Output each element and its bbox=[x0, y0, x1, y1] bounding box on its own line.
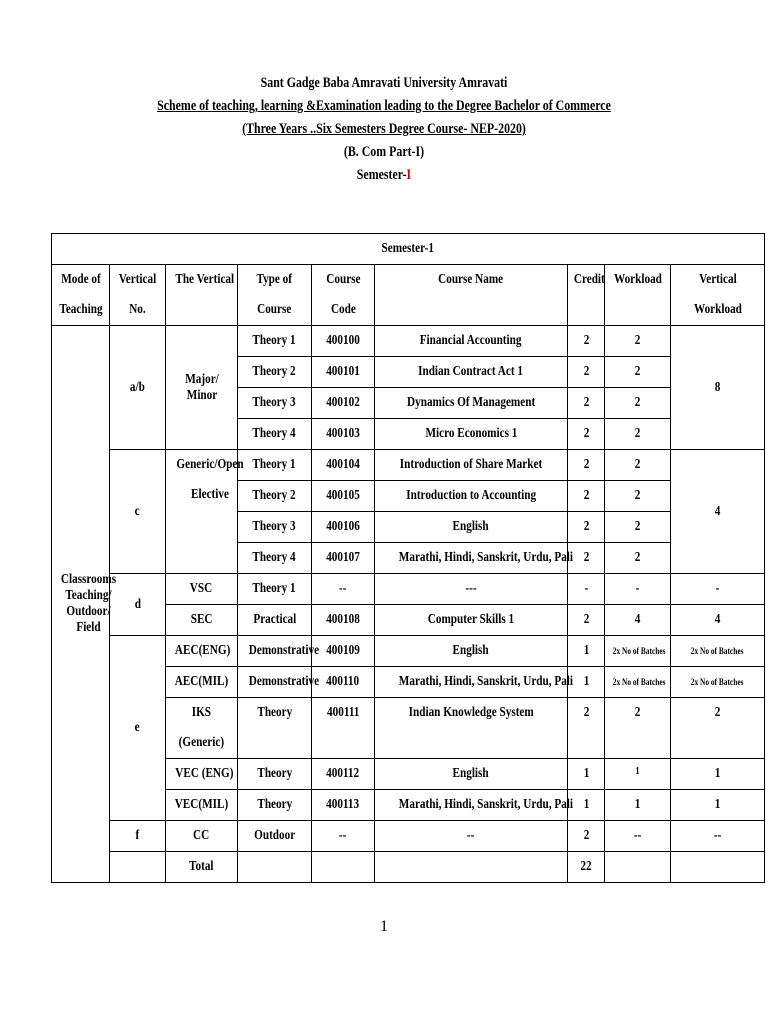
col-header-vertical-no: Vertical No. bbox=[110, 265, 166, 326]
name-cell: Indian Contract Act 1 bbox=[375, 357, 568, 388]
name-cell: Dynamics Of Management bbox=[375, 388, 568, 419]
code-cell: -- bbox=[312, 574, 375, 605]
name-cell: Marathi, Hindi, Sanskrit, Urdu, Pali bbox=[375, 543, 568, 574]
vertical-cell: VSC bbox=[166, 574, 238, 605]
code-cell: -- bbox=[312, 821, 375, 852]
workload-cell: 2 bbox=[605, 388, 671, 419]
workload-cell: 1 bbox=[605, 790, 671, 821]
page-number: 1 bbox=[380, 918, 388, 935]
table-row bbox=[52, 450, 765, 481]
workload-cell: -- bbox=[605, 821, 671, 852]
col-header-credit: Credit bbox=[568, 265, 605, 326]
vertical-workload-cell: -- bbox=[671, 821, 765, 852]
workload-cell: 2 bbox=[605, 326, 671, 357]
total-credit: 22 bbox=[568, 852, 605, 883]
code-cell: 400102 bbox=[312, 388, 375, 419]
type-cell: Theory 2 bbox=[238, 481, 312, 512]
name-cell: Introduction of Share Market bbox=[375, 450, 568, 481]
type-cell: Theory 1 bbox=[238, 326, 312, 357]
name-cell: Marathi, Hindi, Sanskrit, Urdu, Pali bbox=[375, 667, 568, 698]
name-cell: Financial Accounting bbox=[375, 326, 568, 357]
type-cell: Theory bbox=[238, 759, 312, 790]
credit-cell: 2 bbox=[568, 543, 605, 574]
type-cell: Demonstrative bbox=[238, 636, 312, 667]
workload-cell: 2x No of Batches bbox=[605, 667, 671, 698]
code-cell: 400112 bbox=[312, 759, 375, 790]
scheme-table bbox=[51, 233, 765, 883]
code-cell: 400111 bbox=[312, 698, 375, 759]
total-label: Total bbox=[166, 852, 238, 883]
credit-cell: - bbox=[568, 574, 605, 605]
col-header-name: Course Name bbox=[375, 265, 568, 326]
vertical-no-cell: a/b bbox=[110, 326, 166, 450]
name-cell: English bbox=[375, 636, 568, 667]
name-cell: Computer Skills 1 bbox=[375, 605, 568, 636]
code-cell: 400100 bbox=[312, 326, 375, 357]
workload-cell: 2 bbox=[605, 481, 671, 512]
table-row bbox=[52, 821, 765, 852]
credit-cell: 2 bbox=[568, 419, 605, 450]
vertical-workload-cell: 4 bbox=[671, 450, 765, 574]
vertical-no-cell: d bbox=[110, 574, 166, 636]
col-header-type: Type of Course bbox=[238, 265, 312, 326]
document-header bbox=[69, 72, 699, 187]
workload-cell: 2 bbox=[605, 357, 671, 388]
type-cell: Theory 1 bbox=[238, 450, 312, 481]
vertical-cell: VEC(MIL) bbox=[166, 790, 238, 821]
empty-cell bbox=[605, 852, 671, 883]
type-cell: Theory 3 bbox=[238, 388, 312, 419]
name-cell: Marathi, Hindi, Sanskrit, Urdu, Pali bbox=[375, 790, 568, 821]
scheme-title: Scheme of teaching, learning &Examination leading to the Degree Bachelor of Commerce bbox=[157, 98, 611, 114]
col-header-workload: Workload bbox=[605, 265, 671, 326]
vertical-workload-cell: 2x No of Batches bbox=[671, 667, 765, 698]
empty-cell bbox=[238, 852, 312, 883]
type-cell: Theory 1 bbox=[238, 574, 312, 605]
credit-cell: 1 bbox=[568, 636, 605, 667]
credit-cell: 2 bbox=[568, 605, 605, 636]
col-header-mode: Mode of Teaching bbox=[52, 265, 110, 326]
col-header-vertical: The Vertical bbox=[166, 265, 238, 326]
vertical-workload-cell: 2x No of Batches bbox=[671, 636, 765, 667]
workload-cell: 2 bbox=[605, 512, 671, 543]
vertical-cell: VEC (ENG) bbox=[166, 759, 238, 790]
workload-cell: 2 bbox=[605, 419, 671, 450]
code-cell: 400101 bbox=[312, 357, 375, 388]
type-cell: Theory 4 bbox=[238, 419, 312, 450]
vertical-cell: AEC(ENG) bbox=[166, 636, 238, 667]
vertical-no-cell: e bbox=[110, 636, 166, 821]
vertical-cell: Generic/Open Elective bbox=[166, 450, 238, 574]
code-cell: 400109 bbox=[312, 636, 375, 667]
workload-cell: 4 bbox=[605, 605, 671, 636]
course-description: (Three Years ..Six Semesters Degree Course- NEP-2020) bbox=[242, 121, 526, 137]
empty-cell bbox=[110, 852, 166, 883]
table-row bbox=[52, 636, 765, 667]
type-cell: Practical bbox=[238, 605, 312, 636]
table-row bbox=[52, 326, 765, 357]
workload-cell: - bbox=[605, 574, 671, 605]
empty-cell bbox=[312, 852, 375, 883]
credit-cell: 1 bbox=[568, 790, 605, 821]
type-cell: Outdoor bbox=[238, 821, 312, 852]
course-part: (B. Com Part-I) bbox=[343, 144, 425, 160]
table-title: Semester-1 bbox=[52, 234, 765, 265]
credit-cell: 2 bbox=[568, 357, 605, 388]
name-cell: Indian Knowledge System bbox=[375, 698, 568, 759]
code-cell: 400107 bbox=[312, 543, 375, 574]
workload-cell: 2 bbox=[605, 698, 671, 759]
code-cell: 400104 bbox=[312, 450, 375, 481]
code-cell: 400105 bbox=[312, 481, 375, 512]
table-header-row bbox=[52, 265, 765, 326]
credit-cell: 2 bbox=[568, 481, 605, 512]
code-cell: 400108 bbox=[312, 605, 375, 636]
vertical-cell: CC bbox=[166, 821, 238, 852]
workload-cell: 2x No of Batches bbox=[605, 636, 671, 667]
vertical-cell: IKS (Generic) bbox=[166, 698, 238, 759]
mode-cell: Classrooms Teaching/ Outdoor/ Field bbox=[52, 326, 110, 883]
vertical-workload-cell: 1 bbox=[671, 790, 765, 821]
vertical-workload-cell: 2 bbox=[671, 698, 765, 759]
type-cell: Theory 4 bbox=[238, 543, 312, 574]
workload-cell: 2 bbox=[605, 450, 671, 481]
credit-cell: 1 bbox=[568, 759, 605, 790]
empty-cell bbox=[671, 852, 765, 883]
type-cell: Theory 3 bbox=[238, 512, 312, 543]
vertical-workload-cell: 8 bbox=[671, 326, 765, 450]
workload-cell: 1 bbox=[605, 759, 671, 790]
col-header-code: Course Code bbox=[312, 265, 375, 326]
credit-cell: 2 bbox=[568, 512, 605, 543]
vertical-workload-cell: - bbox=[671, 574, 765, 605]
vertical-workload-cell: 4 bbox=[671, 605, 765, 636]
total-row bbox=[52, 852, 765, 883]
col-header-vertical-workload: Vertical Workload bbox=[671, 265, 765, 326]
name-cell: English bbox=[375, 512, 568, 543]
code-cell: 400113 bbox=[312, 790, 375, 821]
code-cell: 400106 bbox=[312, 512, 375, 543]
type-cell: Theory 2 bbox=[238, 357, 312, 388]
type-cell: Demonstrative bbox=[238, 667, 312, 698]
semester-label: Semester- bbox=[356, 167, 407, 183]
name-cell: Micro Economics 1 bbox=[375, 419, 568, 450]
name-cell: -- bbox=[375, 821, 568, 852]
vertical-no-cell: f bbox=[110, 821, 166, 852]
vertical-cell: AEC(MIL) bbox=[166, 667, 238, 698]
code-cell: 400110 bbox=[312, 667, 375, 698]
vertical-cell: Major/ Minor bbox=[166, 326, 238, 450]
workload-cell: 2 bbox=[605, 543, 671, 574]
table-title-row bbox=[52, 234, 765, 265]
code-cell: 400103 bbox=[312, 419, 375, 450]
credit-cell: 2 bbox=[568, 326, 605, 357]
name-cell: English bbox=[375, 759, 568, 790]
vertical-cell: SEC bbox=[166, 605, 238, 636]
semester-heading bbox=[69, 164, 699, 187]
type-cell: Theory bbox=[238, 698, 312, 759]
credit-cell: 2 bbox=[568, 450, 605, 481]
vertical-no-cell: c bbox=[110, 450, 166, 574]
credit-cell: 1 bbox=[568, 667, 605, 698]
name-cell: --- bbox=[375, 574, 568, 605]
type-cell: Theory bbox=[238, 790, 312, 821]
university-name: Sant Gadge Baba Amravati University Amravati bbox=[260, 75, 508, 91]
table-row bbox=[52, 574, 765, 605]
name-cell: Introduction to Accounting bbox=[375, 481, 568, 512]
empty-cell bbox=[375, 852, 568, 883]
credit-cell: 2 bbox=[568, 698, 605, 759]
vertical-workload-cell: 1 bbox=[671, 759, 765, 790]
semester-numeral: I bbox=[406, 167, 412, 183]
credit-cell: 2 bbox=[568, 388, 605, 419]
credit-cell: 2 bbox=[568, 821, 605, 852]
